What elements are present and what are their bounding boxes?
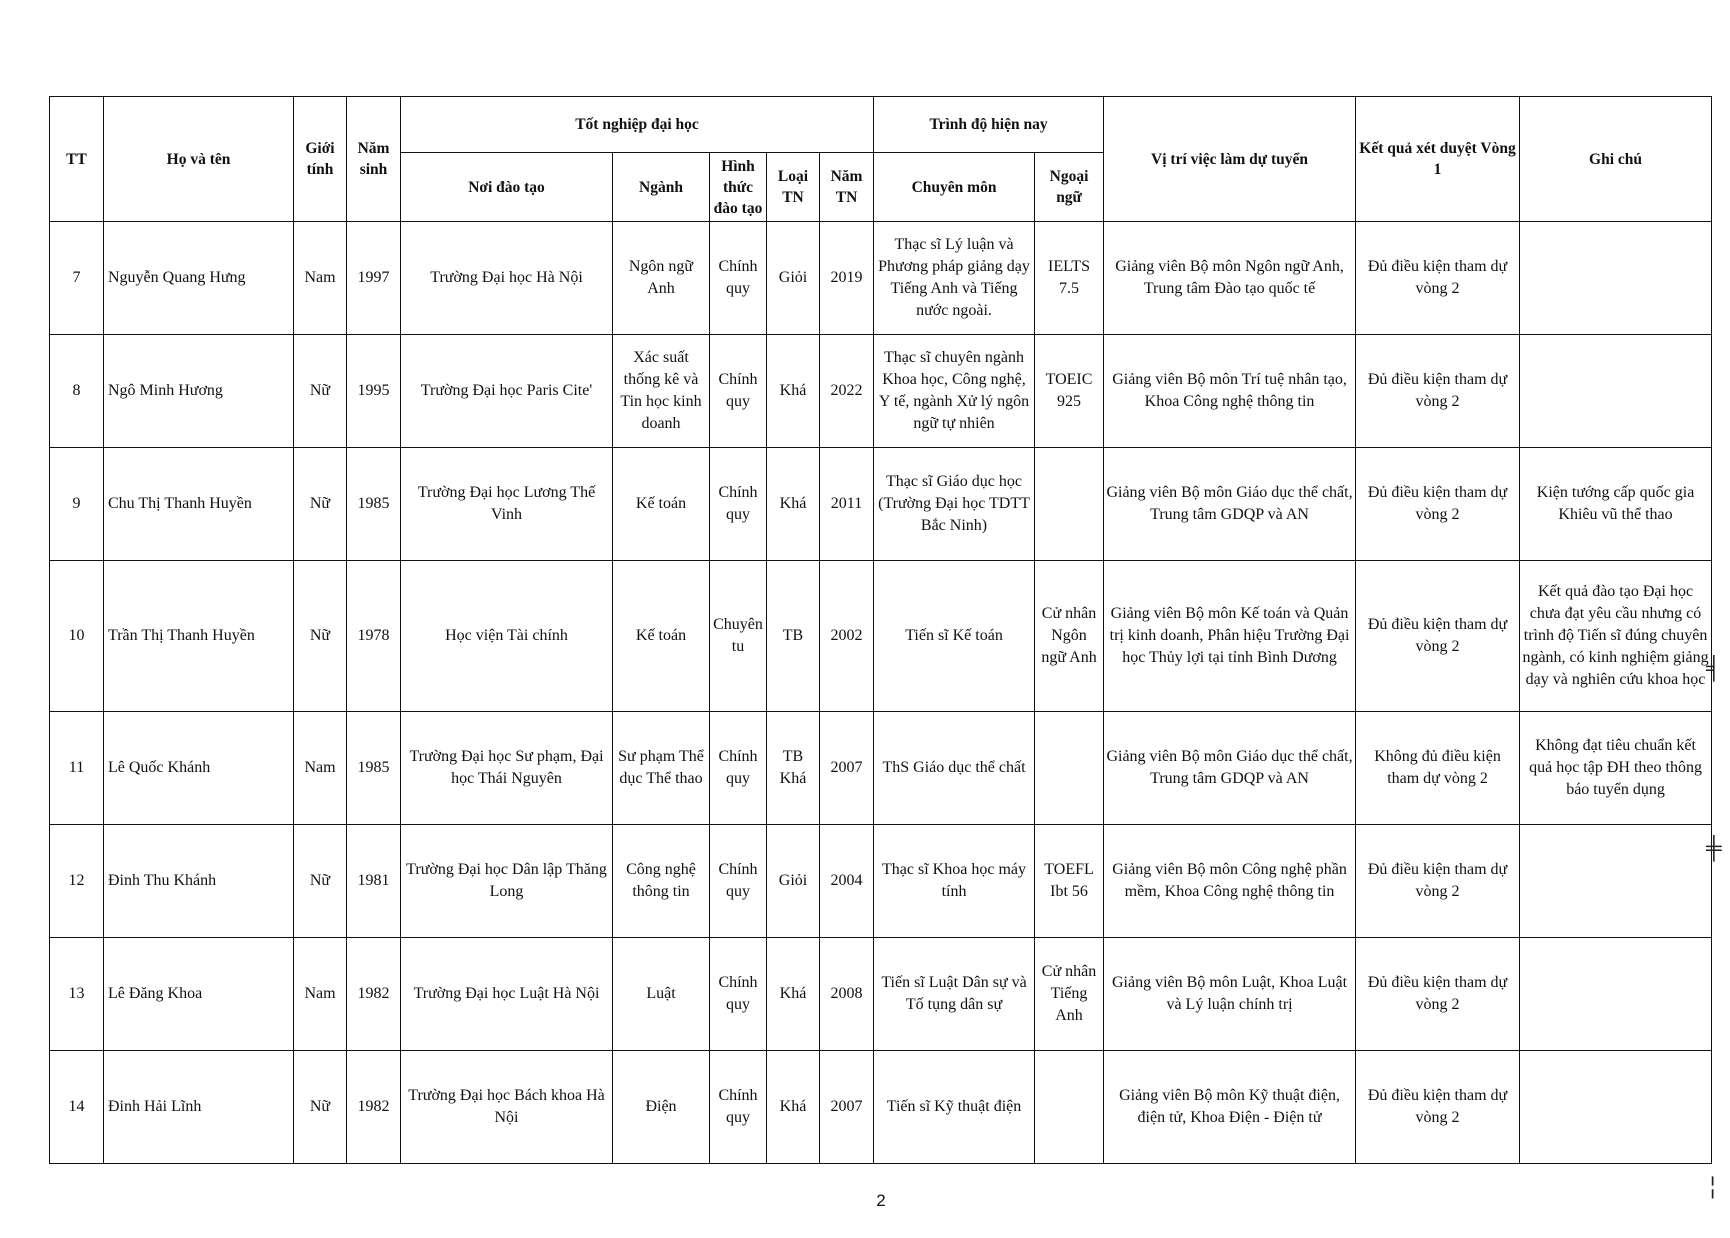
- cell-note: Kiện tướng cấp quốc gia Khiêu vũ thể thao: [1520, 448, 1712, 561]
- cell-language: [1035, 1051, 1104, 1164]
- cell-graduation-year: 2008: [820, 938, 874, 1051]
- cell-major: Luật: [613, 938, 710, 1051]
- table-row: [50, 335, 1712, 448]
- cell-tt: 11: [50, 712, 104, 825]
- cell-note: [1520, 825, 1712, 938]
- cell-gender: Nữ: [294, 561, 347, 712]
- cell-result: Đủ điều kiện tham dự vòng 2: [1356, 1051, 1520, 1164]
- cell-position: Giảng viên Bộ môn Công nghệ phần mềm, Khoa Công nghệ thông tin: [1104, 825, 1356, 938]
- cell-tt: 14: [50, 1051, 104, 1164]
- cell-language: Cử nhân Tiếng Anh: [1035, 938, 1104, 1051]
- cell-specialty: ThS Giáo dục thể chất: [874, 712, 1035, 825]
- cell-result: Đủ điều kiện tham dự vòng 2: [1356, 561, 1520, 712]
- cell-grade: Giỏi: [767, 825, 820, 938]
- cell-result: Không đủ điều kiện tham dự vòng 2: [1356, 712, 1520, 825]
- cell-gender: Nam: [294, 712, 347, 825]
- cell-note: [1520, 1051, 1712, 1164]
- cell-birth-year: 1982: [347, 938, 401, 1051]
- header-note: Ghi chú: [1520, 97, 1712, 222]
- cell-position: Giảng viên Bộ môn Kỹ thuật điện, điện tử, Khoa Điện - Điện tử: [1104, 1051, 1356, 1164]
- header-graduation-year: Năm TN: [820, 153, 874, 222]
- header-position: Vị trí việc làm dự tuyển: [1104, 97, 1356, 222]
- cell-graduation-year: 2004: [820, 825, 874, 938]
- cell-school: Trường Đại học Hà Nội: [401, 222, 613, 335]
- cell-school: Trường Đại học Lương Thế Vinh: [401, 448, 613, 561]
- cell-language: IELTS 7.5: [1035, 222, 1104, 335]
- cell-specialty: Thạc sĩ chuyên ngành Khoa học, Công nghệ, Y tế, ngành Xử lý ngôn ngữ tự nhiên: [874, 335, 1035, 448]
- cell-specialty: Thạc sĩ Lý luận và Phương pháp giảng dạy Tiếng Anh và Tiếng nước ngoài.: [874, 222, 1035, 335]
- table-row: [50, 1051, 1712, 1164]
- candidate-table: [49, 96, 1712, 1164]
- cell-name: Ngô Minh Hương: [104, 335, 294, 448]
- page-edge-mark: ╪: [1706, 835, 1722, 860]
- page-edge-mark: ╎: [1706, 1175, 1720, 1200]
- cell-name: Đinh Hải Lĩnh: [104, 1051, 294, 1164]
- cell-note: [1520, 222, 1712, 335]
- header-training-mode: Hình thức đào tạo: [710, 153, 767, 222]
- header-current-qualification: Trình độ hiện nay: [874, 97, 1104, 153]
- cell-note: Không đạt tiêu chuẩn kết quả học tập ĐH theo thông báo tuyển dụng: [1520, 712, 1712, 825]
- cell-training-mode: Chính quy: [710, 712, 767, 825]
- cell-name: Lê Đăng Khoa: [104, 938, 294, 1051]
- table-row: [50, 825, 1712, 938]
- header-result: Kết quả xét duyệt Vòng 1: [1356, 97, 1520, 222]
- cell-grade: TB: [767, 561, 820, 712]
- table-body: [50, 222, 1712, 1164]
- cell-name: Chu Thị Thanh Huyền: [104, 448, 294, 561]
- table-row: [50, 561, 1712, 712]
- cell-language: TOEFL Ibt 56: [1035, 825, 1104, 938]
- cell-training-mode: Chính quy: [710, 938, 767, 1051]
- table-row: [50, 712, 1712, 825]
- cell-tt: 7: [50, 222, 104, 335]
- cell-tt: 9: [50, 448, 104, 561]
- page-edge-mark: ╡: [1706, 655, 1722, 680]
- cell-result: Đủ điều kiện tham dự vòng 2: [1356, 448, 1520, 561]
- header-grade: Loại TN: [767, 153, 820, 222]
- cell-training-mode: Chuyên tu: [710, 561, 767, 712]
- cell-specialty: Tiến sĩ Kế toán: [874, 561, 1035, 712]
- cell-language: [1035, 448, 1104, 561]
- cell-major: Xác suất thống kê và Tin học kinh doanh: [613, 335, 710, 448]
- cell-grade: Khá: [767, 1051, 820, 1164]
- cell-specialty: Thạc sĩ Khoa học máy tính: [874, 825, 1035, 938]
- cell-graduation-year: 2022: [820, 335, 874, 448]
- cell-major: Điện: [613, 1051, 710, 1164]
- cell-graduation-year: 2007: [820, 1051, 874, 1164]
- cell-gender: Nam: [294, 938, 347, 1051]
- cell-name: Trần Thị Thanh Huyền: [104, 561, 294, 712]
- page-number: 2: [876, 1191, 886, 1210]
- cell-school: Trường Đại học Dân lập Thăng Long: [401, 825, 613, 938]
- cell-grade: TB Khá: [767, 712, 820, 825]
- cell-note: Kết quả đào tạo Đại học chưa đạt yêu cầu nhưng có trình độ Tiến sĩ đúng chuyên ngành, có kinh nghiệm giảng dạy và nghiên cứu khoa học: [1520, 561, 1712, 712]
- cell-name: Đinh Thu Khánh: [104, 825, 294, 938]
- cell-language: [1035, 712, 1104, 825]
- cell-major: Công nghệ thông tin: [613, 825, 710, 938]
- cell-gender: Nữ: [294, 335, 347, 448]
- cell-name: Nguyễn Quang Hưng: [104, 222, 294, 335]
- cell-specialty: Tiến sĩ Kỹ thuật điện: [874, 1051, 1035, 1164]
- cell-gender: Nữ: [294, 1051, 347, 1164]
- cell-birth-year: 1982: [347, 1051, 401, 1164]
- table-row: [50, 938, 1712, 1051]
- cell-position: Giảng viên Bộ môn Luật, Khoa Luật và Lý luận chính trị: [1104, 938, 1356, 1051]
- header-tt: TT: [50, 97, 104, 222]
- cell-grade: Khá: [767, 448, 820, 561]
- header-name: Họ và tên: [104, 97, 294, 222]
- cell-major: Kế toán: [613, 448, 710, 561]
- cell-school: Trường Đại học Sư phạm, Đại học Thái Nguyên: [401, 712, 613, 825]
- cell-language: TOEIC 925: [1035, 335, 1104, 448]
- cell-birth-year: 1978: [347, 561, 401, 712]
- cell-grade: Giỏi: [767, 222, 820, 335]
- cell-major: Sư phạm Thể dục Thể thao: [613, 712, 710, 825]
- cell-specialty: Tiến sĩ Luật Dân sự và Tố tụng dân sự: [874, 938, 1035, 1051]
- cell-training-mode: Chính quy: [710, 335, 767, 448]
- cell-birth-year: 1985: [347, 448, 401, 561]
- table-row: [50, 222, 1712, 335]
- cell-name: Lê Quốc Khánh: [104, 712, 294, 825]
- cell-training-mode: Chính quy: [710, 448, 767, 561]
- cell-birth-year: 1997: [347, 222, 401, 335]
- table-header: [50, 97, 1712, 222]
- header-university-graduation: Tốt nghiệp đại học: [401, 97, 874, 153]
- cell-birth-year: 1981: [347, 825, 401, 938]
- cell-training-mode: Chính quy: [710, 222, 767, 335]
- cell-graduation-year: 2002: [820, 561, 874, 712]
- cell-language: Cử nhân Ngôn ngữ Anh: [1035, 561, 1104, 712]
- cell-tt: 10: [50, 561, 104, 712]
- cell-result: Đủ điều kiện tham dự vòng 2: [1356, 222, 1520, 335]
- cell-note: [1520, 335, 1712, 448]
- header-school: Nơi đào tạo: [401, 153, 613, 222]
- cell-gender: Nữ: [294, 825, 347, 938]
- cell-position: Giảng viên Bộ môn Giáo dục thể chất, Trung tâm GDQP và AN: [1104, 712, 1356, 825]
- cell-note: [1520, 938, 1712, 1051]
- cell-grade: Khá: [767, 335, 820, 448]
- cell-birth-year: 1985: [347, 712, 401, 825]
- cell-result: Đủ điều kiện tham dự vòng 2: [1356, 335, 1520, 448]
- cell-school: Trường Đại học Bách khoa Hà Nội: [401, 1051, 613, 1164]
- cell-school: Học viện Tài chính: [401, 561, 613, 712]
- cell-major: Kế toán: [613, 561, 710, 712]
- header-major: Ngành: [613, 153, 710, 222]
- cell-tt: 13: [50, 938, 104, 1051]
- cell-training-mode: Chính quy: [710, 1051, 767, 1164]
- cell-specialty: Thạc sĩ Giáo dục học (Trường Đại học TDTT Bắc Ninh): [874, 448, 1035, 561]
- cell-tt: 8: [50, 335, 104, 448]
- table-row: [50, 448, 1712, 561]
- cell-gender: Nữ: [294, 448, 347, 561]
- cell-position: Giảng viên Bộ môn Ngôn ngữ Anh, Trung tâm Đào tạo quốc tế: [1104, 222, 1356, 335]
- cell-result: Đủ điều kiện tham dự vòng 2: [1356, 938, 1520, 1051]
- header-birth-year: Năm sinh: [347, 97, 401, 222]
- cell-position: Giảng viên Bộ môn Giáo dục thể chất, Trung tâm GDQP và AN: [1104, 448, 1356, 561]
- cell-school: Trường Đại học Paris Cite': [401, 335, 613, 448]
- cell-result: Đủ điều kiện tham dự vòng 2: [1356, 825, 1520, 938]
- cell-graduation-year: 2019: [820, 222, 874, 335]
- header-language: Ngoại ngữ: [1035, 153, 1104, 222]
- cell-position: Giảng viên Bộ môn Trí tuệ nhân tạo, Khoa Công nghệ thông tin: [1104, 335, 1356, 448]
- header-specialty: Chuyên môn: [874, 153, 1035, 222]
- cell-gender: Nam: [294, 222, 347, 335]
- cell-training-mode: Chính quy: [710, 825, 767, 938]
- cell-school: Trường Đại học Luật Hà Nội: [401, 938, 613, 1051]
- cell-grade: Khá: [767, 938, 820, 1051]
- cell-tt: 12: [50, 825, 104, 938]
- cell-position: Giảng viên Bộ môn Kế toán và Quản trị kinh doanh, Phân hiệu Trường Đại học Thủy lợi tại tỉnh Bình Dương: [1104, 561, 1356, 712]
- cell-birth-year: 1995: [347, 335, 401, 448]
- header-gender: Giới tính: [294, 97, 347, 222]
- cell-major: Ngôn ngữ Anh: [613, 222, 710, 335]
- cell-graduation-year: 2007: [820, 712, 874, 825]
- cell-graduation-year: 2011: [820, 448, 874, 561]
